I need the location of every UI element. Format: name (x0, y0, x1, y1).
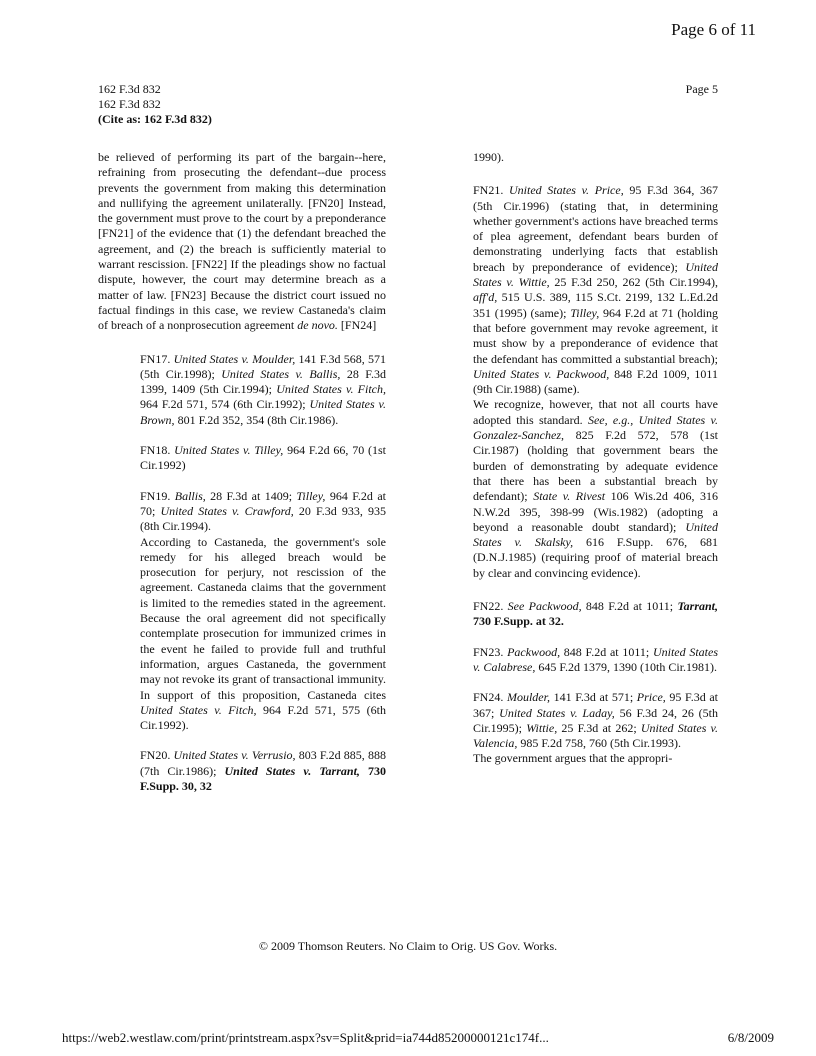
footnote-21: FN21. United States v. Price, 95 F.3d 364, 367 (5th Cir.1996) (stating that, in determining whether government's actions have breached terms of plea agreement, defendant bears burden of demonstrating underlying facts that establish breach by preponderance of evidence); United States v. Wittie, 25 F.3d 250, 262 (5th Cir.1994), aff'd, 515 U.S. 389, 115 S.Ct. 2199, 132 L.Ed.2d 351 (1995) (same); Tilley, 964 F.2d at 71 (holding that before government may revoke agreement, it must show by a preponderance of evidence that the defendant has committed a substantial breach); United States v. Packwood, 848 F.2d 1009, 1011 (9th Cir.1988) (same). We recognize, however, that not all courts have adopted this standard. See, e.g., United States v. Gonzalez-Sanchez, 825 F.2d 572, 578 (1st Cir.1987) (holding that government bears the burden of demonstrating by adequate evidence that there has been a substantial breach by defendant); State v. Rivest 106 Wis.2d 406, 316 N.W.2d 395, 398-99 (Wis.1982) (adopting a beyond a reasonable doubt standard); United States v. Skalsky, 616 F.Supp. 676, 681 (D.N.J.1985) (requiring proof of material breach by clear and convincing evidence). (473, 183, 719, 580)
print-url: https://web2.westlaw.com/print/printstream.aspx?sv=Split&prid=ia744d85200000121c174f... (62, 1030, 549, 1045)
reporter-line-1: 162 F.3d 832 (98, 82, 161, 96)
print-date: 6/8/2009 (727, 1030, 774, 1045)
footnote-23: FN23. Packwood, 848 F.2d at 1011; United States v. Calabrese, 645 F.2d 1379, 1390 (10th Cir.1981). (473, 644, 719, 674)
footnote-18: FN18. United States v. Tilley, 964 F.2d 66, 70 (1st Cir.1992) (140, 443, 386, 473)
citation-header (98, 82, 212, 127)
copyright-footer: © 2009 Thomson Reuters. No Claim to Orig. US Gov. Works. (258, 939, 558, 953)
footnote-20: FN20. United States v. Verrusio, 803 F.2d 885, 888 (7th Cir.1986); United States v. Tarrant, 730 F.Supp. 30, 32 (140, 748, 386, 793)
cite-as-line: (Cite as: 162 F.3d 832) (98, 112, 212, 126)
document-page-number: Page 5 (685, 82, 718, 96)
page-count-label: Page 6 of 11 (671, 20, 756, 39)
left-column (98, 150, 386, 809)
body-paragraph: be relieved of performing its part of the bargain--here, refraining from prosecuting the defendant--due process prevents the government from making this determination and nullifying the agreement unilaterally. [FN20] Instead, the government must prove to the court by a preponderance [FN21] of the evidence that (1) the defendant breached the agreement, and (2) the breach is sufficiently material to warrant rescission. [FN22] If the pleadings show no factual dispute, however, the court may determine breach as a matter of law. [FN23] Because the district court issued no factual findings in this case, we review Castaneda's claim of breach of a nonprosecution agreement de novo. [FN24] (98, 150, 386, 333)
footnote-17: FN17. United States v. Moulder, 141 F.3d 568, 571 (5th Cir.1998); United States v. Ballis, 28 F.3d 1399, 1409 (5th Cir.1994); United States v. Fitch, 964 F.2d 571, 574 (6th Cir.1992); United States v. Brown, 801 F.2d 352, 354 (8th Cir.1986). (140, 351, 387, 427)
footnote-24: FN24. Moulder, 141 F.3d at 571; Price, 95 F.3d at 367; United States v. Laday, 56 F.3d 24, 26 (5th Cir.1995); Wittie, 25 F.3d at 262; United States v. Valencia, 985 F.2d 758, 760 (5th Cir.1993). The government argues that the appropri- (473, 690, 719, 766)
right-column (473, 150, 718, 767)
footnote-22: FN22. See Packwood, 848 F.2d at 1011; Tarrant, 730 F.Supp. at 32. (473, 599, 719, 629)
continued-text: 1990). (473, 150, 504, 164)
reporter-line-2: 162 F.3d 832 (98, 97, 161, 111)
footnote-19: FN19. Ballis, 28 F.3d at 1409; Tilley, 964 F.2d at 70; United States v. Crawford, 20 F.3d 933, 935 (8th Cir.1994). According to Castaneda, the government's sole remedy for his alleged breach would be prosecution for perjury, not rescission of the agreement. Castaneda claims that the government is limited to the remedies stated in the agreement. Because the oral agreement did not specifically contemplate prosecution for immunized crimes in the event he failed to provide full and truthful information, argues Castaneda, the government may not revoke its grant of transactional immunity. In support of this proposition, Castaneda cites United States v. Fitch, 964 F.2d 571, 575 (6th Cir.1992). (140, 488, 386, 733)
